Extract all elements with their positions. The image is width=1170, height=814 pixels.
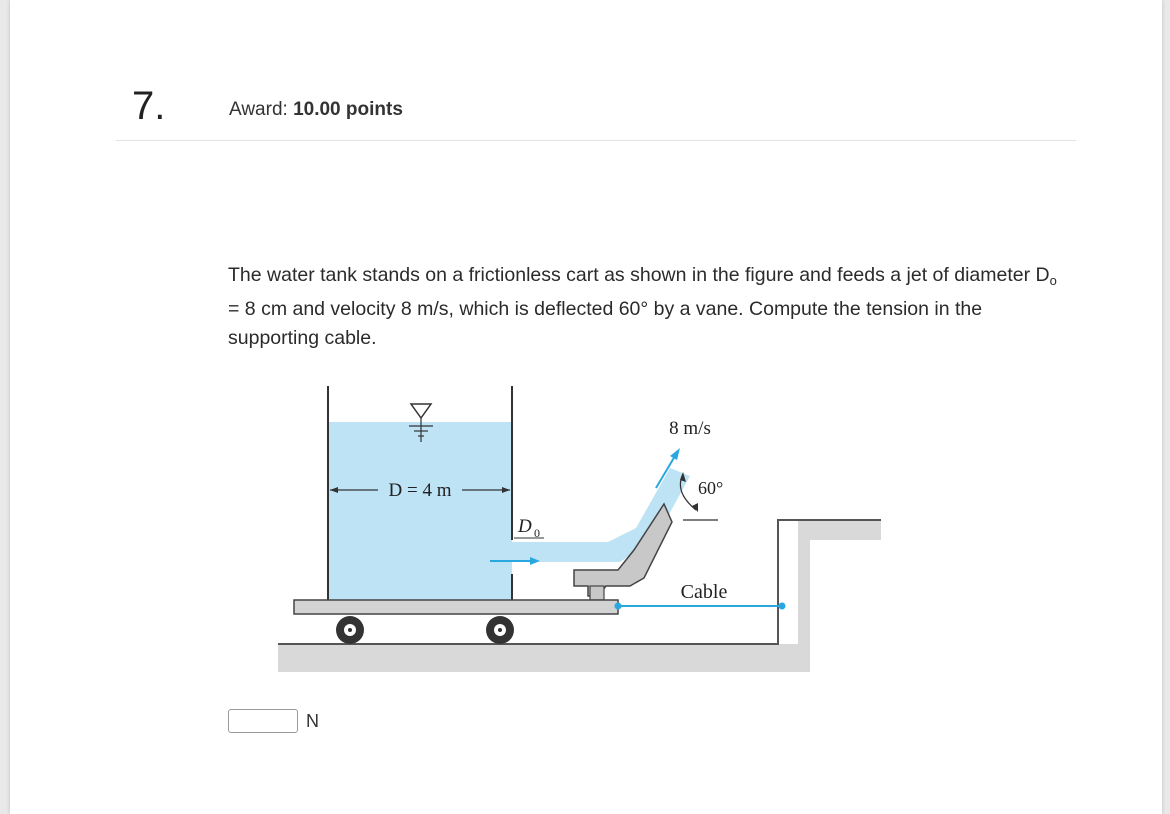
question-card <box>10 0 1162 814</box>
problem-text-1: The water tank stands on a frictionless cart as shown in the figure and feeds a jet of diameter D <box>228 264 1050 286</box>
right-wheel <box>486 616 514 644</box>
tank-cart-diagram <box>278 382 898 682</box>
answer-unit: N <box>306 710 319 731</box>
angle-label: 60° <box>698 478 724 498</box>
nozzle-label <box>514 516 544 540</box>
cable-anchor-wall <box>779 603 786 610</box>
cart-platform <box>294 600 618 614</box>
answer-input[interactable] <box>228 709 298 733</box>
problem-figure <box>278 382 898 687</box>
problem-statement <box>228 261 1058 353</box>
award-line <box>229 99 403 121</box>
cable-anchor-cart <box>615 603 622 610</box>
velocity-label: 8 m/s <box>669 418 711 439</box>
question-number: 7. <box>132 84 166 128</box>
arrow-up-right-icon <box>670 448 680 460</box>
vane-support <box>590 586 604 600</box>
cable-label: Cable <box>680 581 728 603</box>
nozzle-label-main: D <box>518 516 532 537</box>
award-label: Award: <box>229 99 288 120</box>
answer-row <box>228 709 319 733</box>
problem-subscript: o <box>1049 273 1057 288</box>
tank-water <box>328 422 512 600</box>
nozzle-label-sub: 0 <box>534 526 540 540</box>
award-points: 10.00 points <box>293 99 403 120</box>
problem-text-2: = 8 cm and velocity 8 m/s, which is deflected 60° by a vane. Compute the tension in the supporting cable. <box>228 298 983 349</box>
diameter-label: D = 4 m <box>388 480 452 501</box>
divider <box>116 140 1076 141</box>
left-wheel <box>336 616 364 644</box>
